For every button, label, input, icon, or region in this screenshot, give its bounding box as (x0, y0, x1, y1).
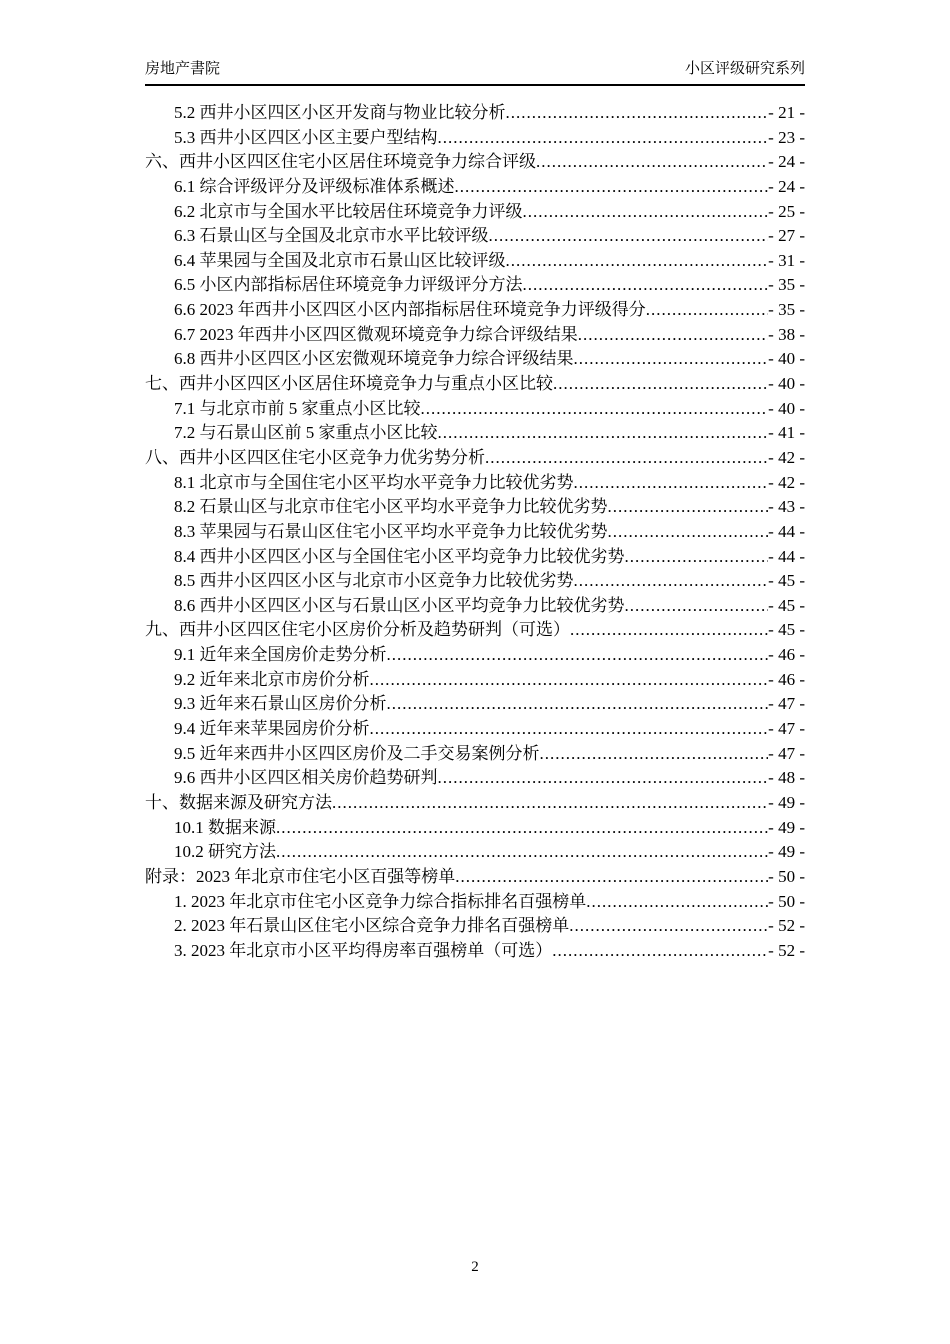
toc-entry-label: 七、西井小区四区小区居住环境竞争力与重点小区比较 (145, 374, 553, 394)
toc-dot-leader (489, 224, 769, 249)
toc-entry-page: - 49 - (768, 842, 805, 862)
toc-entry-label: 8.1 北京市与全国住宅小区平均水平竞争力比较优劣势 (174, 472, 574, 492)
toc-entry-page: - 47 - (768, 719, 805, 739)
toc-entry-label: 9.3 近年来石景山区房价分析 (174, 694, 387, 714)
page-header (145, 59, 805, 86)
header-right-text: 小区评级研究系列 (684, 60, 805, 77)
toc-entry-page: - 27 - (768, 226, 805, 246)
toc-entry-label: 6.3 石景山区与全国及北京市水平比较评级 (174, 226, 489, 246)
table-of-contents (145, 101, 805, 963)
toc-entry-label: 7.2 与石景山区前 5 家重点小区比较 (174, 423, 438, 443)
toc-entry (145, 347, 805, 372)
toc-dot-leader (276, 816, 768, 841)
toc-entry-page: - 46 - (768, 669, 805, 689)
toc-entry (145, 323, 805, 348)
toc-entry (145, 520, 805, 545)
toc-entry-label: 5.2 西井小区四区小区开发商与物业比较分析 (174, 103, 506, 122)
toc-entry-page: - 44 - (768, 546, 805, 566)
toc-dot-leader (370, 717, 769, 742)
toc-entry (145, 618, 805, 643)
toc-entry-label: 10.1 数据来源 (174, 817, 276, 837)
toc-entry (145, 249, 805, 274)
toc-dot-leader (332, 791, 768, 816)
toc-entry (145, 372, 805, 397)
toc-dot-leader (276, 840, 768, 865)
page-number: 2 (471, 1259, 479, 1275)
toc-dot-leader (553, 372, 768, 397)
toc-dot-leader (578, 323, 768, 348)
toc-dot-leader (421, 397, 769, 422)
toc-entry-page: - 40 - (768, 398, 805, 418)
toc-entry (145, 840, 805, 865)
toc-entry-page: - 50 - (768, 866, 805, 886)
toc-entry-page: - 42 - (768, 447, 805, 467)
toc-entry (145, 569, 805, 594)
toc-entry-label: 7.1 与北京市前 5 家重点小区比较 (174, 398, 421, 418)
toc-entry-page: - 52 - (768, 916, 805, 936)
toc-entry-page: - 45 - (768, 595, 805, 615)
toc-entry-label: 8.3 苹果园与石景山区住宅小区平均水平竞争力比较优劣势 (174, 521, 608, 541)
toc-dot-leader (608, 495, 769, 520)
toc-entry-label: 六、西井小区四区住宅小区居住环境竞争力综合评级 (145, 152, 536, 172)
toc-entry-page: - 21 - (768, 103, 805, 122)
toc-dot-leader (540, 742, 769, 767)
toc-entry-page: - 50 - (768, 891, 805, 911)
toc-entry-label: 9.2 近年来北京市房价分析 (174, 669, 370, 689)
toc-entry-page: - 47 - (768, 743, 805, 763)
toc-dot-leader (570, 618, 768, 643)
toc-entry-page: - 35 - (768, 275, 805, 295)
toc-entry-label: 5.3 西井小区四区小区主要户型结构 (174, 127, 438, 147)
toc-entry-page: - 42 - (768, 472, 805, 492)
toc-entry-label: 九、西井小区四区住宅小区房价分析及趋势研判（可选） (145, 620, 570, 640)
toc-entry-page: - 23 - (768, 127, 805, 147)
toc-entry (145, 668, 805, 693)
toc-entry-label: 八、西井小区四区住宅小区竞争力优劣势分析 (145, 447, 485, 467)
toc-entry (145, 495, 805, 520)
toc-dot-leader (387, 692, 769, 717)
toc-entry (145, 914, 805, 939)
toc-entry (145, 742, 805, 767)
toc-entry-label: 8.5 西井小区四区小区与北京市小区竞争力比较优劣势 (174, 571, 574, 591)
toc-dot-leader (506, 101, 769, 126)
toc-dot-leader (536, 150, 768, 175)
toc-entry-page: - 44 - (768, 521, 805, 541)
toc-entry (145, 224, 805, 249)
toc-entry (145, 397, 805, 422)
toc-dot-leader (625, 594, 769, 619)
toc-entry (145, 890, 805, 915)
toc-dot-leader (523, 273, 769, 298)
toc-entry-page: - 40 - (768, 374, 805, 394)
toc-entry (145, 816, 805, 841)
toc-dot-leader (608, 520, 769, 545)
toc-dot-leader (485, 446, 768, 471)
toc-entry-page: - 48 - (768, 768, 805, 788)
toc-entry-page: - 47 - (768, 694, 805, 714)
toc-entry-page: - 35 - (768, 300, 805, 320)
toc-entry-page: - 25 - (768, 201, 805, 221)
toc-dot-leader (438, 126, 769, 151)
toc-entry-label: 8.2 石景山区与北京市住宅小区平均水平竞争力比较优劣势 (174, 497, 608, 517)
toc-entry (145, 200, 805, 225)
toc-dot-leader (574, 347, 769, 372)
toc-entry (145, 865, 805, 890)
toc-entry (145, 939, 805, 964)
toc-dot-leader (552, 939, 768, 964)
toc-dot-leader (574, 569, 769, 594)
toc-entry (145, 643, 805, 668)
toc-dot-leader (574, 471, 769, 496)
toc-entry (145, 717, 805, 742)
toc-dot-leader (370, 668, 769, 693)
toc-entry-label: 6.2 北京市与全国水平比较居住环境竞争力评级 (174, 201, 523, 221)
toc-entry (145, 175, 805, 200)
toc-entry-page: - 38 - (768, 324, 805, 344)
toc-entry-label: 6.5 小区内部指标居住环境竞争力评级评分方法 (174, 275, 523, 295)
toc-dot-leader (625, 545, 769, 570)
toc-entry-label: 10.2 研究方法 (174, 842, 276, 862)
toc-entry-label: 6.8 西井小区四区小区宏微观环境竞争力综合评级结果 (174, 349, 574, 369)
toc-entry-label: 附录：2023 年北京市住宅小区百强等榜单 (145, 866, 456, 886)
toc-entry (145, 545, 805, 570)
toc-entry (145, 101, 805, 126)
toc-entry-label: 8.6 西井小区四区小区与石景山区小区平均竞争力比较优劣势 (174, 595, 625, 615)
toc-entry (145, 692, 805, 717)
toc-entry-page: - 49 - (768, 792, 805, 812)
toc-entry-label: 9.1 近年来全国房价走势分析 (174, 645, 387, 665)
toc-entry-page: - 45 - (768, 571, 805, 591)
toc-dot-leader (438, 421, 769, 446)
toc-dot-leader (523, 200, 769, 225)
toc-entry-label: 3. 2023 年北京市小区平均得房率百强榜单（可选） (174, 940, 553, 960)
toc-entry (145, 471, 805, 496)
toc-entry-label: 9.5 近年来西井小区四区房价及二手交易案例分析 (174, 743, 540, 763)
toc-entry (145, 766, 805, 791)
toc-entry-label: 1. 2023 年北京市住宅小区竞争力综合指标排名百强榜单 (174, 891, 587, 911)
toc-dot-leader (387, 643, 769, 668)
toc-entry (145, 298, 805, 323)
toc-entry (145, 791, 805, 816)
toc-entry (145, 446, 805, 471)
toc-dot-leader (646, 298, 768, 323)
toc-dot-leader (506, 249, 769, 274)
toc-dot-leader (438, 766, 769, 791)
toc-entry-page: - 41 - (768, 423, 805, 443)
toc-entry-page: - 40 - (768, 349, 805, 369)
toc-entry-page: - 45 - (768, 620, 805, 640)
toc-entry-label: 十、数据来源及研究方法 (145, 792, 332, 812)
toc-entry (145, 273, 805, 298)
toc-entry-page: - 52 - (768, 940, 805, 960)
toc-entry-label: 6.1 综合评级评分及评级标准体系概述 (174, 176, 455, 196)
toc-entry-label: 6.4 苹果园与全国及北京市石景山区比较评级 (174, 250, 506, 270)
toc-entry-label: 9.4 近年来苹果园房价分析 (174, 719, 370, 739)
toc-entry (145, 421, 805, 446)
page-footer (0, 1257, 950, 1277)
toc-entry (145, 150, 805, 175)
toc-entry-page: - 46 - (768, 645, 805, 665)
toc-dot-leader (455, 175, 769, 200)
toc-entry-page: - 24 - (768, 152, 805, 172)
toc-entry-page: - 31 - (768, 250, 805, 270)
toc-entry-label: 2. 2023 年石景山区住宅小区综合竞争力排名百强榜单 (174, 916, 570, 936)
toc-dot-leader (455, 865, 768, 890)
toc-entry-label: 9.6 西井小区四区相关房价趋势研判 (174, 768, 438, 788)
toc-entry (145, 594, 805, 619)
toc-entry-page: - 24 - (768, 176, 805, 196)
toc-entry-page: - 49 - (768, 817, 805, 837)
toc-entry-label: 6.6 2023 年西井小区四区小区内部指标居住环境竞争力评级得分 (174, 300, 646, 320)
toc-entry (145, 126, 805, 151)
toc-dot-leader (569, 914, 768, 939)
header-left-text: 房地产書院 (145, 60, 221, 77)
toc-entry-label: 8.4 西井小区四区小区与全国住宅小区平均竞争力比较优劣势 (174, 546, 625, 566)
toc-dot-leader (586, 890, 768, 915)
toc-entry-page: - 43 - (768, 497, 805, 517)
toc-entry-label: 6.7 2023 年西井小区四区微观环境竞争力综合评级结果 (174, 324, 578, 344)
